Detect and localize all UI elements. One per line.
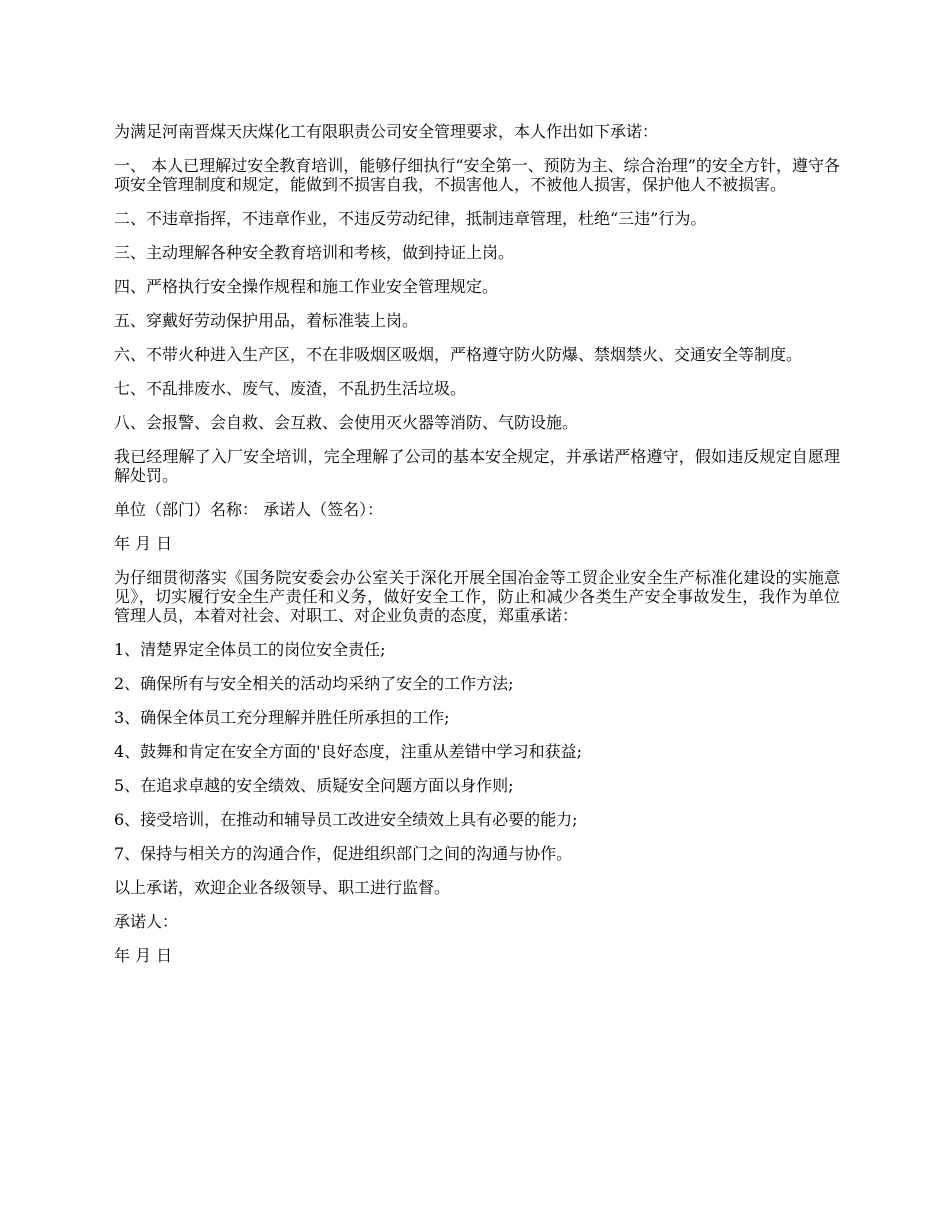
document-page (114, 122, 840, 980)
commitment-item-3: 三、主动理解各种安全教育培训和考核，做到持证上岗。 (114, 243, 515, 262)
commitment-item-8: 八、会报警、会自救、会互救、会使用灭火器等消防、气防设施。 (114, 413, 579, 432)
numbered-item-3: 3、确保全体员工充分理解并胜任所承担的工作; (114, 708, 450, 727)
signer-line: 承诺人： (114, 912, 179, 931)
numbered-item-2: 2、确保所有与安全相关的活动均采纳了安全的工作方法; (114, 674, 514, 693)
commitment-item-5: 五、穿戴好劳动保护用品，着标准装上岗。 (114, 311, 419, 330)
acknowledgement-paragraph: 我已经理解了入厂安全培训，完全理解了公司的基本安全规定，并承诺严格遵守，假如违反规定自愿理解处罚。 (114, 447, 840, 485)
commitment-item-1: 一、 本人已理解过安全教育培训，能够仔细执行“安全第一、预防为主、综合治理”的安全方针，遵守各项安全管理制度和规定，能做到不损害自我，不损害他人，不被他人损害，保护他人不被损害。 (114, 156, 840, 194)
commitment-item-2: 二、不违章指挥，不违章作业，不违反劳动纪律，抵制违章管理，杜绝“三违”行为。 (114, 209, 707, 228)
commitment-item-7: 七、不乱排废水、废气、废渣，不乱扔生活垃圾。 (114, 379, 467, 398)
intro-paragraph: 为满足河南晋煤天庆煤化工有限职责公司安全管理要求，本人作出如下承诺： (114, 122, 659, 141)
signature-line: 单位（部门）名称： 承诺人（签名）： (114, 500, 384, 519)
supervision-paragraph: 以上承诺，欢迎企业各级领导、职工进行监督。 (114, 878, 451, 897)
numbered-item-4: 4、鼓舞和肯定在安全方面的'良好态度，注重从差错中学习和获益; (114, 742, 582, 761)
numbered-item-6: 6、接受培训，在推动和辅导员工改进安全绩效上具有必要的能力; (114, 810, 578, 829)
date-line: 年 月 日 (114, 534, 173, 553)
commitment-item-6: 六、不带火种进入生产区，不在非吸烟区吸烟，严格遵守防火防爆、禁烟禁火、交通安全等制度。 (114, 345, 803, 364)
second-intro-paragraph: 为仔细贯彻落实《国务院安委会办公室关于深化开展全国冶金等工贸企业安全生产标准化建设的实施意见》，切实履行安全生产责任和义务，做好安全工作，防止和减少各类生产安全事故发生，我作为单位管理人员，本着对社会、对职工、对企业负责的态度，郑重承诺： (114, 568, 840, 625)
numbered-item-5: 5、在追求卓越的安全绩效、质疑安全问题方面以身作则; (114, 776, 514, 795)
numbered-item-7: 7、保持与相关方的沟通合作，促进组织部门之间的沟通与协作。 (114, 844, 573, 863)
numbered-item-1: 1、清楚界定全体员工的岗位安全责任; (114, 640, 386, 659)
final-date-line: 年 月 日 (114, 946, 173, 965)
commitment-item-4: 四、严格执行安全操作规程和施工作业安全管理规定。 (114, 277, 499, 296)
